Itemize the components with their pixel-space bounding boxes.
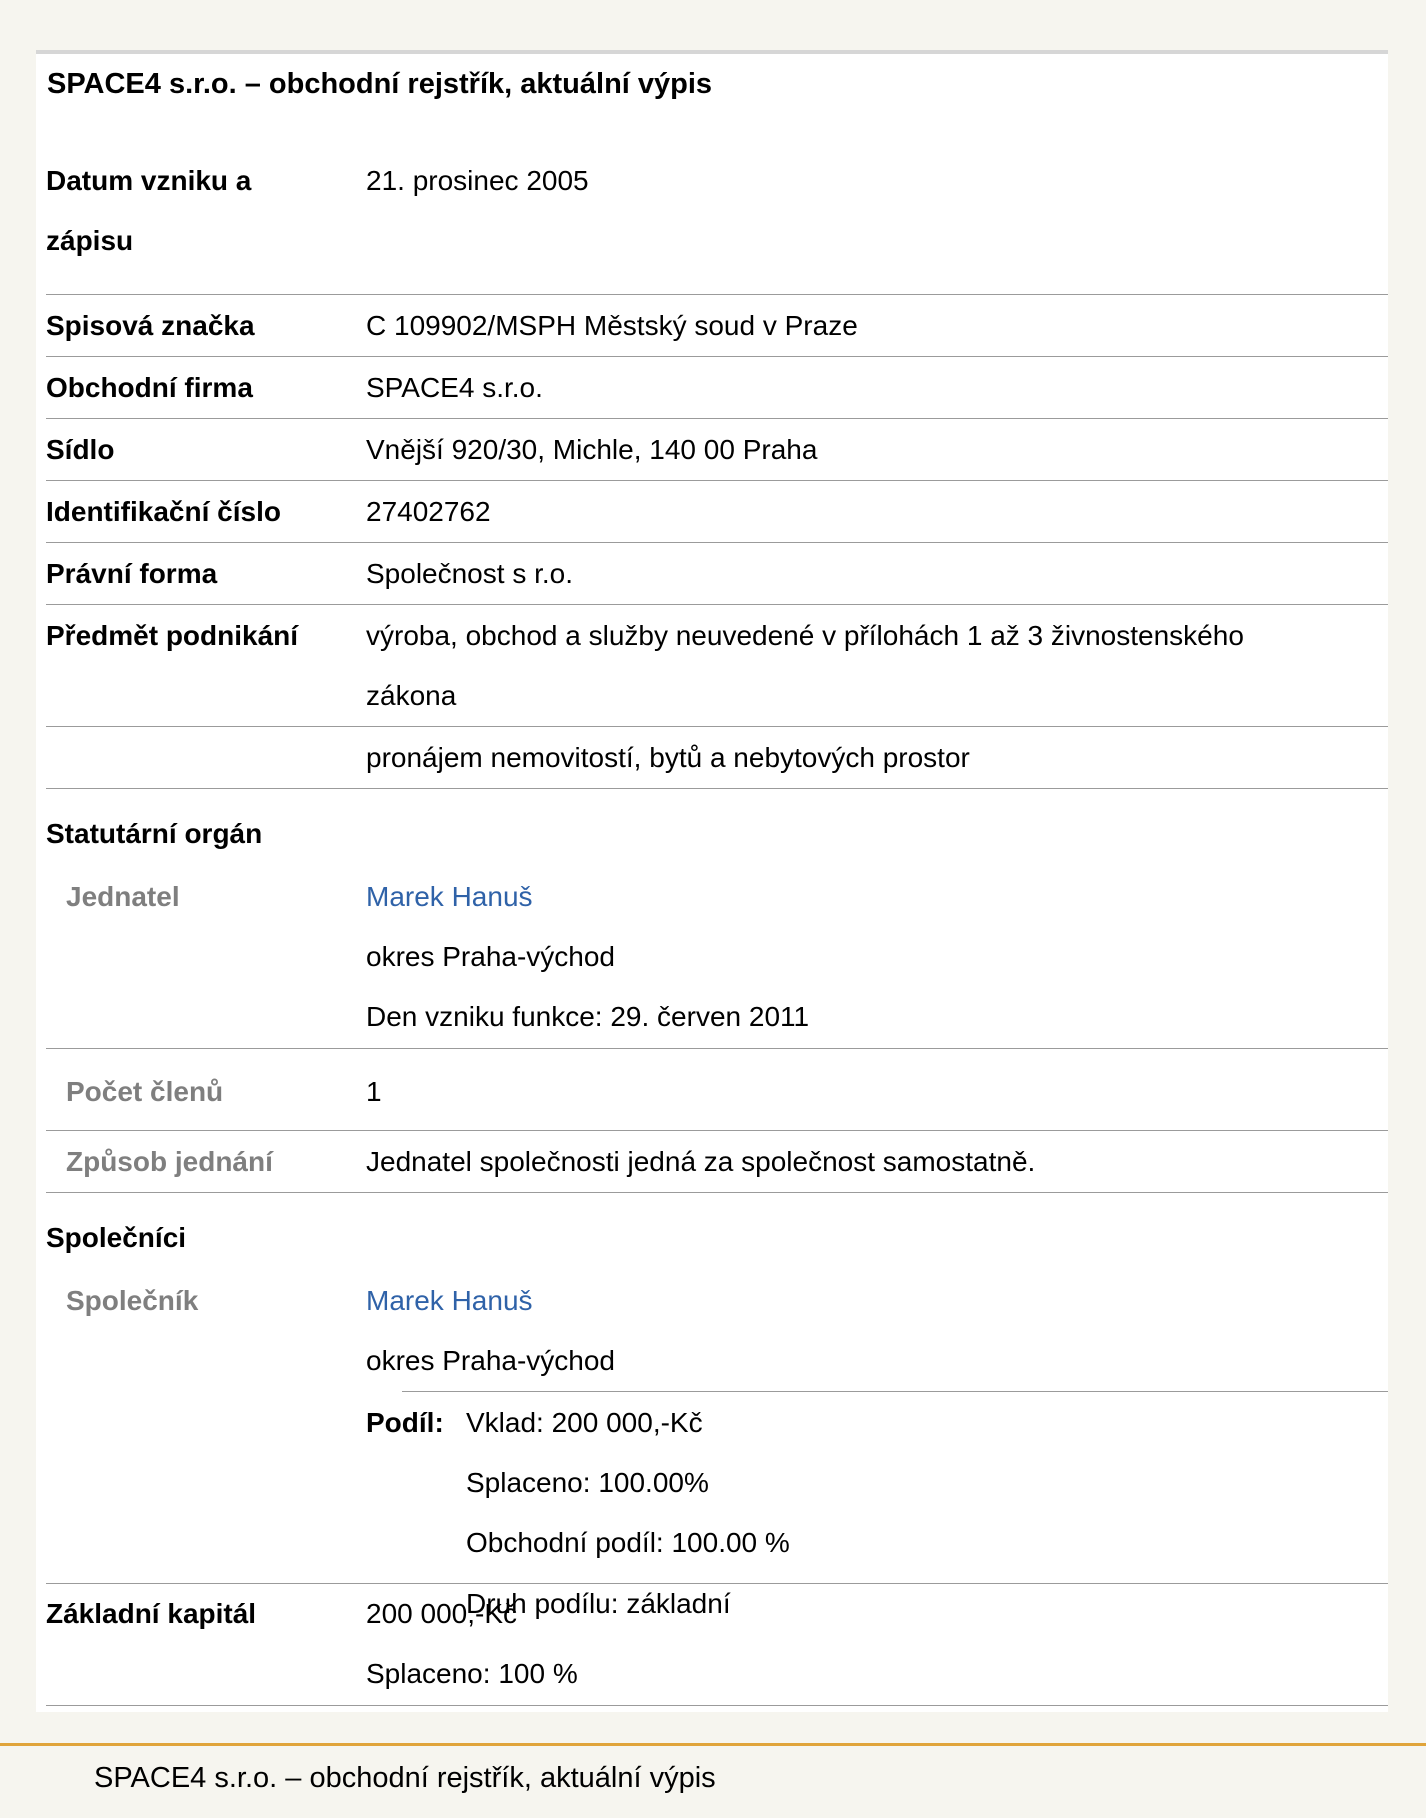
value-predmet-podnikani-2: pronájem nemovitostí, bytů a nebytových prostor (366, 742, 970, 773)
row-obchodni-firma (46, 357, 1388, 419)
register-extract-panel (36, 50, 1388, 1712)
label-predmet-podnikani: Předmět podnikání (46, 620, 299, 651)
row-spisova-znacka (46, 295, 1388, 357)
label-podil: Podíl: (366, 1407, 444, 1438)
value-spisova-znacka: C 109902/MSPH Městský soud v Praze (366, 310, 858, 341)
label-zakladni-kapital: Základní kapitál (46, 1598, 257, 1629)
row-zakladni-kapital (46, 1584, 1388, 1706)
row-identifikacni-cislo (46, 481, 1388, 543)
value-zakladni-kapital: 200 000,-Kč (366, 1598, 517, 1629)
value-zpusob-jednani: Jednatel společnosti jedná za společnost samostatně. (366, 1146, 1036, 1177)
row-pravni-forma (46, 543, 1388, 605)
value-spolecnik-okres: okres Praha-východ (366, 1345, 616, 1376)
value-sidlo: Vnější 920/30, Michle, 140 00 Praha (366, 434, 818, 465)
value-pocet-clenu: 1 (366, 1076, 382, 1107)
value-jednatel-okres: okres Praha-východ (366, 941, 616, 972)
row-predmet-podnikani-2 (46, 727, 1388, 789)
row-spolecnik (46, 1271, 1388, 1584)
label-identifikacni-cislo: Identifikační číslo (46, 496, 281, 527)
label-spisova-znacka: Spisová značka (46, 310, 255, 341)
label-spolecnik: Společník (66, 1285, 199, 1316)
label-datum-vzniku-2: zápisu (46, 225, 134, 256)
value-obchodni-firma: SPACE4 s.r.o. (366, 372, 543, 403)
value-kapital-splaceno: Splaceno: 100 % (366, 1658, 578, 1689)
label-zpusob-jednani: Způsob jednání (66, 1146, 273, 1177)
row-predmet-podnikani (46, 605, 1388, 727)
page-title: SPACE4 s.r.o. – obchodní rejstřík, aktuální výpis (47, 68, 713, 100)
value-datum-vzniku: 21. prosinec 2005 (366, 165, 589, 196)
label-pravni-forma: Právní forma (46, 558, 218, 589)
row-jednatel (46, 867, 1388, 1049)
label-datum-vzniku-1: Datum vzniku a (46, 165, 252, 196)
value-splaceno: Splaceno: 100.00% (466, 1467, 709, 1498)
label-obchodni-firma: Obchodní firma (46, 372, 253, 403)
row-pocet-clenu (46, 1049, 1388, 1131)
value-obchodni-podil: Obchodní podíl: 100.00 % (466, 1527, 790, 1558)
value-vklad: Vklad: 200 000,-Kč (466, 1407, 703, 1438)
footer-title: SPACE4 s.r.o. – obchodní rejstřík, aktuální výpis (94, 1762, 716, 1794)
value-predmet-podnikani-1a: výroba, obchod a služby neuvedené v přílohách 1 až 3 živnostenského (366, 620, 1244, 651)
label-jednatel: Jednatel (66, 881, 180, 912)
row-sidlo (46, 419, 1388, 481)
podil-divider (402, 1391, 1388, 1392)
value-druh-podilu: Druh podílu: základní (466, 1588, 731, 1619)
label-sidlo: Sídlo (46, 434, 115, 465)
row-datum-vzniku (46, 151, 1388, 295)
value-identifikacni-cislo: 27402762 (366, 496, 491, 527)
value-jednatel-funkce: Den vzniku funkce: 29. červen 2011 (366, 1001, 810, 1032)
footer (0, 1743, 1426, 1818)
label-pocet-clenu: Počet členů (66, 1076, 224, 1107)
link-jednatel-name[interactable]: Marek Hanuš (366, 881, 533, 912)
row-zpusob-jednani (46, 1131, 1388, 1193)
link-spolecnik-name[interactable]: Marek Hanuš (366, 1285, 533, 1316)
section-spolecnici: Společníci (46, 1222, 187, 1253)
value-pravni-forma: Společnost s r.o. (366, 558, 574, 589)
section-statutarni-organ: Statutární orgán (46, 818, 263, 849)
value-predmet-podnikani-1b: zákona (366, 680, 457, 711)
